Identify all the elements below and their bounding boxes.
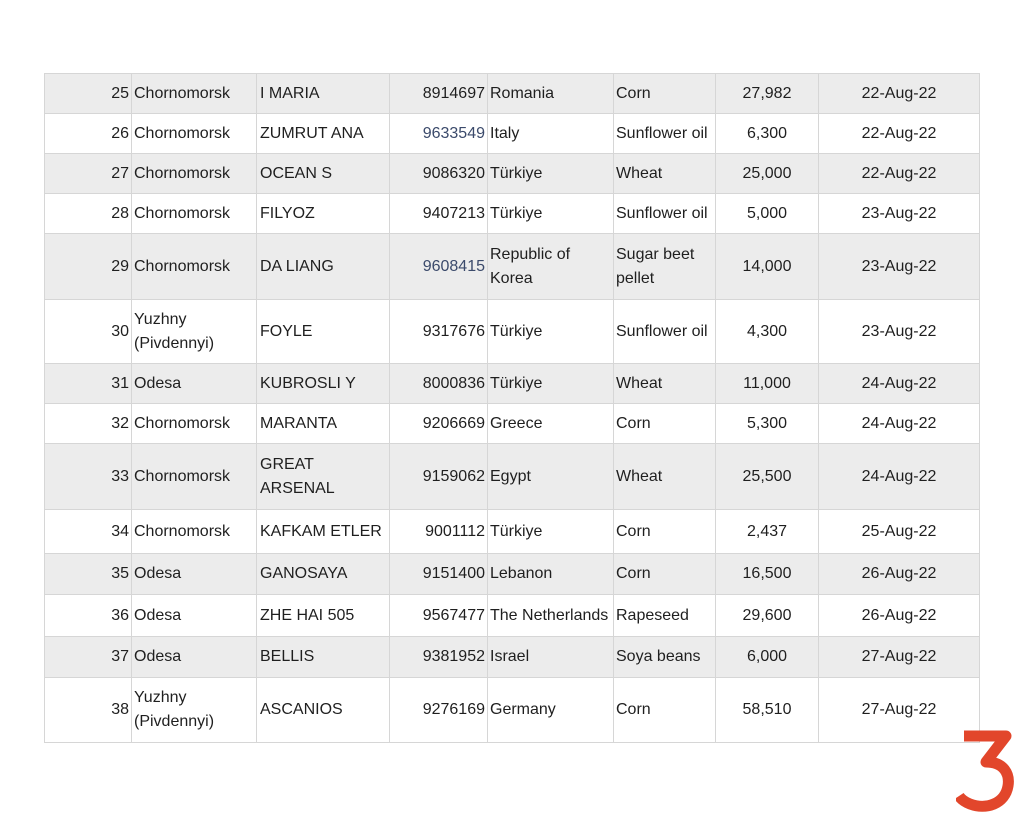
vessel-cell: ZHE HAI 505 bbox=[257, 595, 390, 637]
date-cell: 24-Aug-22 bbox=[819, 444, 980, 510]
imo-cell: 9206669 bbox=[390, 404, 488, 444]
date-cell: 25-Aug-22 bbox=[819, 510, 980, 554]
table-row bbox=[45, 554, 980, 595]
date-cell: 24-Aug-22 bbox=[819, 364, 980, 404]
tonnage-cell: 2,437 bbox=[716, 510, 819, 554]
row-number: 25 bbox=[45, 74, 132, 114]
destination-cell: Türkiye bbox=[488, 154, 614, 194]
destination-cell: Germany bbox=[488, 678, 614, 743]
vessel-cell: DA LIANG bbox=[257, 234, 390, 300]
row-number: 38 bbox=[45, 678, 132, 743]
tonnage-cell: 58,510 bbox=[716, 678, 819, 743]
tonnage-cell: 27,982 bbox=[716, 74, 819, 114]
row-number: 34 bbox=[45, 510, 132, 554]
port-cell: Chornomorsk bbox=[132, 194, 257, 234]
destination-cell: Türkiye bbox=[488, 300, 614, 364]
tonnage-cell: 5,300 bbox=[716, 404, 819, 444]
row-number: 26 bbox=[45, 114, 132, 154]
cargo-cell: Sunflower oil bbox=[614, 194, 716, 234]
tonnage-cell: 25,500 bbox=[716, 444, 819, 510]
tonnage-cell: 16,500 bbox=[716, 554, 819, 595]
row-number: 30 bbox=[45, 300, 132, 364]
row-number: 37 bbox=[45, 637, 132, 678]
page-number-graphic bbox=[956, 722, 1016, 812]
row-number: 29 bbox=[45, 234, 132, 300]
date-cell: 24-Aug-22 bbox=[819, 404, 980, 444]
vessel-cell: ASCANIOS bbox=[257, 678, 390, 743]
vessel-cell: MARANTA bbox=[257, 404, 390, 444]
table-row bbox=[45, 114, 980, 154]
date-cell: 23-Aug-22 bbox=[819, 194, 980, 234]
row-number: 32 bbox=[45, 404, 132, 444]
destination-cell: Italy bbox=[488, 114, 614, 154]
cargo-cell: Rapeseed bbox=[614, 595, 716, 637]
table-row bbox=[45, 154, 980, 194]
cargo-cell: Sunflower oil bbox=[614, 114, 716, 154]
table-row bbox=[45, 234, 980, 300]
table-row bbox=[45, 300, 980, 364]
table-row bbox=[45, 364, 980, 404]
imo-cell: 9151400 bbox=[390, 554, 488, 595]
row-number: 31 bbox=[45, 364, 132, 404]
imo-cell: 9086320 bbox=[390, 154, 488, 194]
port-cell: Chornomorsk bbox=[132, 510, 257, 554]
table-row bbox=[45, 444, 980, 510]
imo-cell: 9407213 bbox=[390, 194, 488, 234]
port-cell: Odesa bbox=[132, 595, 257, 637]
destination-cell: The Netherlands bbox=[488, 595, 614, 637]
cargo-cell: Corn bbox=[614, 404, 716, 444]
date-cell: 22-Aug-22 bbox=[819, 74, 980, 114]
imo-cell: 8914697 bbox=[390, 74, 488, 114]
table-row bbox=[45, 595, 980, 637]
port-cell: Chornomorsk bbox=[132, 74, 257, 114]
tonnage-cell: 14,000 bbox=[716, 234, 819, 300]
port-cell: Chornomorsk bbox=[132, 234, 257, 300]
row-number: 28 bbox=[45, 194, 132, 234]
destination-cell: Romania bbox=[488, 74, 614, 114]
vessel-cell: KAFKAM ETLER bbox=[257, 510, 390, 554]
port-cell: Chornomorsk bbox=[132, 114, 257, 154]
destination-cell: Türkiye bbox=[488, 510, 614, 554]
imo-cell: 9317676 bbox=[390, 300, 488, 364]
imo-cell: 9276169 bbox=[390, 678, 488, 743]
table-row bbox=[45, 510, 980, 554]
vessel-cell: GREAT ARSENAL bbox=[257, 444, 390, 510]
cargo-cell: Sugar beet pellet bbox=[614, 234, 716, 300]
row-number: 33 bbox=[45, 444, 132, 510]
table-row bbox=[45, 404, 980, 444]
date-cell: 27-Aug-22 bbox=[819, 637, 980, 678]
imo-cell: 9608415 bbox=[390, 234, 488, 300]
tonnage-cell: 6,000 bbox=[716, 637, 819, 678]
shipments-table bbox=[44, 73, 980, 743]
imo-cell: 9633549 bbox=[390, 114, 488, 154]
destination-cell: Republic of Korea bbox=[488, 234, 614, 300]
cargo-cell: Wheat bbox=[614, 444, 716, 510]
vessel-cell: I MARIA bbox=[257, 74, 390, 114]
cargo-cell: Sunflower oil bbox=[614, 300, 716, 364]
tonnage-cell: 25,000 bbox=[716, 154, 819, 194]
tonnage-cell: 11,000 bbox=[716, 364, 819, 404]
destination-cell: Lebanon bbox=[488, 554, 614, 595]
port-cell: Yuzhny (Pivdennyi) bbox=[132, 678, 257, 743]
port-cell: Odesa bbox=[132, 364, 257, 404]
tonnage-cell: 6,300 bbox=[716, 114, 819, 154]
table-row bbox=[45, 637, 980, 678]
destination-cell: Israel bbox=[488, 637, 614, 678]
date-cell: 27-Aug-22 bbox=[819, 678, 980, 743]
cargo-cell: Corn bbox=[614, 74, 716, 114]
date-cell: 23-Aug-22 bbox=[819, 234, 980, 300]
table-row bbox=[45, 74, 980, 114]
vessel-cell: BELLIS bbox=[257, 637, 390, 678]
port-cell: Chornomorsk bbox=[132, 154, 257, 194]
vessel-cell: KUBROSLI Y bbox=[257, 364, 390, 404]
cargo-cell: Corn bbox=[614, 678, 716, 743]
imo-cell: 9001112 bbox=[390, 510, 488, 554]
destination-cell: Egypt bbox=[488, 444, 614, 510]
imo-cell: 9159062 bbox=[390, 444, 488, 510]
cargo-cell: Corn bbox=[614, 554, 716, 595]
destination-cell: Türkiye bbox=[488, 364, 614, 404]
cargo-cell: Wheat bbox=[614, 364, 716, 404]
date-cell: 26-Aug-22 bbox=[819, 554, 980, 595]
date-cell: 22-Aug-22 bbox=[819, 114, 980, 154]
cargo-cell: Wheat bbox=[614, 154, 716, 194]
table-row bbox=[45, 194, 980, 234]
imo-cell: 9567477 bbox=[390, 595, 488, 637]
destination-cell: Türkiye bbox=[488, 194, 614, 234]
port-cell: Odesa bbox=[132, 554, 257, 595]
port-cell: Yuzhny (Pivdennyi) bbox=[132, 300, 257, 364]
date-cell: 22-Aug-22 bbox=[819, 154, 980, 194]
date-cell: 26-Aug-22 bbox=[819, 595, 980, 637]
tonnage-cell: 29,600 bbox=[716, 595, 819, 637]
port-cell: Chornomorsk bbox=[132, 404, 257, 444]
vessel-cell: FOYLE bbox=[257, 300, 390, 364]
tonnage-cell: 5,000 bbox=[716, 194, 819, 234]
tonnage-cell: 4,300 bbox=[716, 300, 819, 364]
date-cell: 23-Aug-22 bbox=[819, 300, 980, 364]
cargo-cell: Soya beans bbox=[614, 637, 716, 678]
destination-cell: Greece bbox=[488, 404, 614, 444]
imo-cell: 9381952 bbox=[390, 637, 488, 678]
vessel-cell: GANOSAYA bbox=[257, 554, 390, 595]
port-cell: Odesa bbox=[132, 637, 257, 678]
row-number: 36 bbox=[45, 595, 132, 637]
port-cell: Chornomorsk bbox=[132, 444, 257, 510]
vessel-cell: FILYOZ bbox=[257, 194, 390, 234]
imo-cell: 8000836 bbox=[390, 364, 488, 404]
table-row bbox=[45, 678, 980, 743]
vessel-cell: ZUMRUT ANA bbox=[257, 114, 390, 154]
vessel-cell: OCEAN S bbox=[257, 154, 390, 194]
cargo-cell: Corn bbox=[614, 510, 716, 554]
row-number: 27 bbox=[45, 154, 132, 194]
row-number: 35 bbox=[45, 554, 132, 595]
